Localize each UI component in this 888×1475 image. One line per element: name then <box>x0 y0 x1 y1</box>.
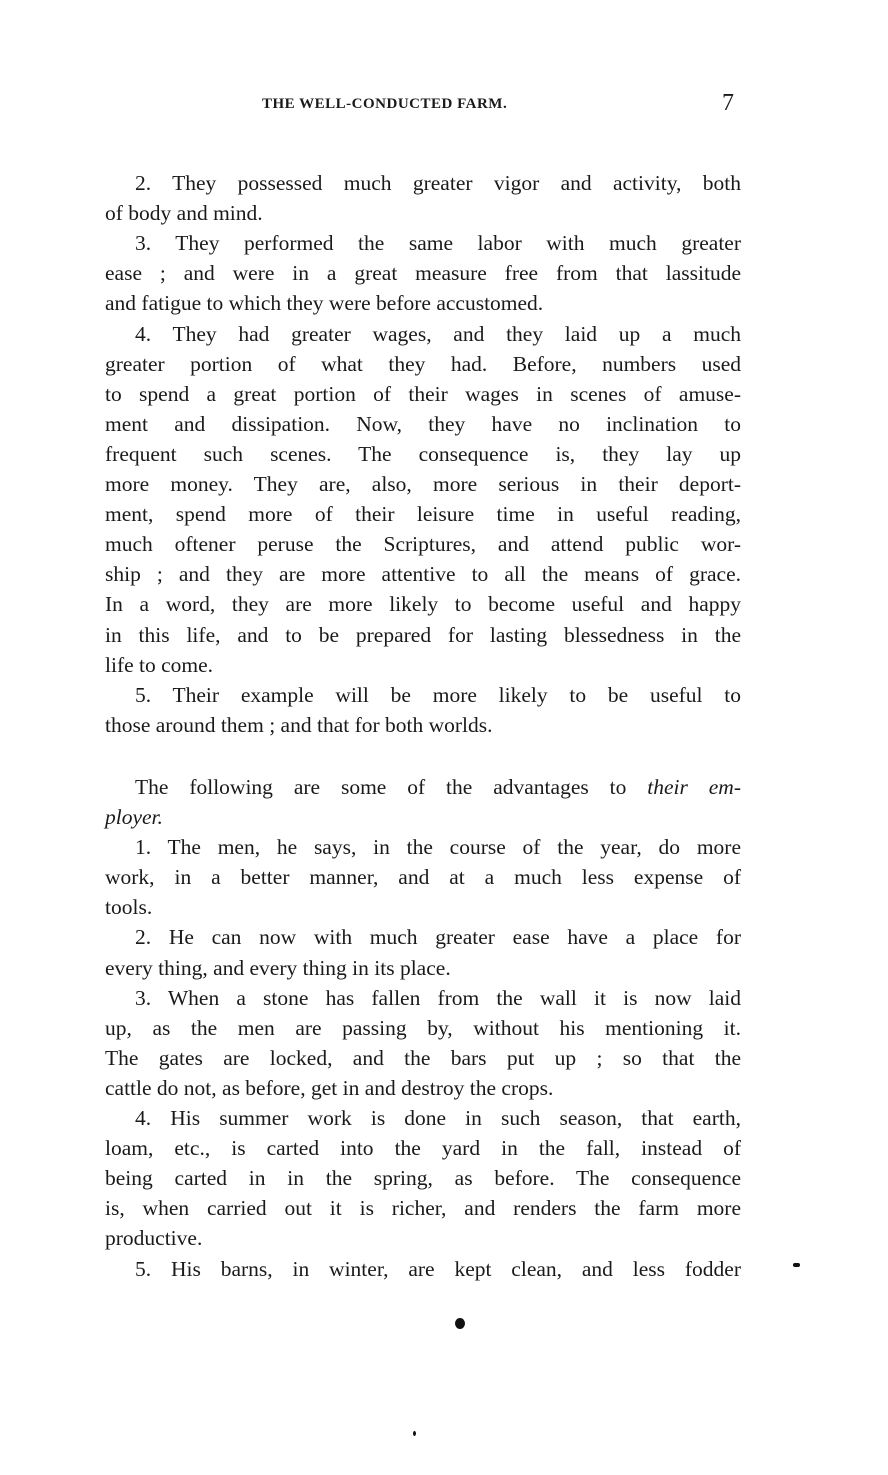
italic-text: ployer. <box>105 805 163 829</box>
text-line <box>135 680 741 710</box>
ink-dot <box>455 1318 465 1329</box>
text-line <box>105 288 741 318</box>
text-segment: in this life, and to be prepared for lasting blessedness in the <box>105 622 741 647</box>
text-segment: 3. When a stone has fallen from the wall it is now laid <box>135 985 741 1010</box>
text-segment: The following are some of the advantages to <box>135 774 648 799</box>
text-line <box>105 1073 741 1103</box>
text-line <box>135 228 741 258</box>
ink-speck <box>413 1431 416 1436</box>
text-line <box>105 198 741 228</box>
text-segment: more money. They are, also, more serious in their deport- <box>105 472 741 496</box>
text-line <box>135 983 741 1013</box>
text-segment: 4. They had greater wages, and they laid up a much <box>135 321 741 346</box>
text-line <box>105 1133 741 1163</box>
text-line <box>105 469 741 499</box>
italic-text: their em- <box>647 774 741 799</box>
text-segment: 5. His barns, in winter, are kept clean, and less fodder <box>135 1256 741 1281</box>
text-segment: ment, spend more of their leisure time in useful reading, <box>105 502 741 527</box>
text-segment: much oftener peruse the Scriptures, and attend public wor- <box>105 532 741 557</box>
text-segment: The gates are locked, and the bars put up ; so that the <box>105 1045 741 1070</box>
text-segment: those around them ; and that for both worlds. <box>105 712 493 737</box>
text-segment: up, as the men are passing by, without his mentioning it. <box>105 1015 741 1040</box>
text-segment: life to come. <box>105 652 214 677</box>
text-line <box>105 892 741 922</box>
text-segment: work, in a better manner, and at a much less expense of <box>105 865 741 890</box>
text-segment: and fatigue to which they were before accustomed. <box>105 291 544 316</box>
text-line <box>135 1103 741 1133</box>
text-segment: 2. They possessed much greater vigor and activity, both <box>135 171 741 195</box>
text-line <box>105 802 741 832</box>
text-segment: 3. They performed the same labor with much greater <box>135 231 741 256</box>
text-segment: 5. Their example will be more likely to be useful to <box>135 682 741 707</box>
text-segment: to spend a great portion of their wages in scenes of amuse- <box>105 381 741 406</box>
text-segment: ship ; and they are more attentive to all the means of grace. <box>105 562 741 587</box>
text-line <box>105 258 741 288</box>
text-line <box>135 168 741 198</box>
text-line <box>105 1163 741 1193</box>
text-line <box>105 379 741 409</box>
text-segment: frequent such scenes. The consequence is, they lay up <box>105 441 741 466</box>
text-line <box>135 319 741 349</box>
text-segment: 4. His summer work is done in such season, that earth, <box>135 1106 741 1130</box>
text-segment: cattle do not, as before, get in and destroy the crops. <box>105 1075 554 1100</box>
text-segment: tools. <box>105 895 153 920</box>
text-segment: every thing, and every thing in its place. <box>105 955 451 980</box>
page-number: 7 <box>722 90 735 116</box>
text-line <box>105 862 741 892</box>
running-head: THE WELL-CONDUCTED FARM. <box>262 96 508 112</box>
text-segment: of body and mind. <box>105 201 263 226</box>
ink-speck <box>793 1263 800 1267</box>
text-line <box>135 1254 741 1284</box>
text-line <box>105 589 741 619</box>
text-segment: 1. The men, he says, in the course of the year, do more <box>135 835 741 860</box>
text-line <box>105 349 741 379</box>
text-line <box>105 439 741 469</box>
text-line <box>105 650 741 680</box>
text-line <box>105 1223 741 1253</box>
text-line <box>105 529 741 559</box>
text-segment: loam, etc., is carted into the yard in the fall, instead of <box>105 1136 741 1161</box>
text-line <box>105 1193 741 1223</box>
text-segment: ment and dissipation. Now, they have no inclination to <box>105 411 741 436</box>
text-line <box>105 710 741 740</box>
text-segment: greater portion of what they had. Before, numbers used <box>105 351 741 376</box>
text-line <box>135 772 741 802</box>
text-line <box>135 832 741 862</box>
text-line <box>105 559 741 589</box>
text-line <box>105 620 741 650</box>
text-line <box>135 922 741 952</box>
text-line <box>105 1013 741 1043</box>
text-segment: 2. He can now with much greater ease have a place for <box>135 925 741 950</box>
text-line <box>105 1043 741 1073</box>
text-segment: ease ; and were in a great measure free from that lassitude <box>105 261 741 286</box>
text-segment: being carted in in the spring, as before. The consequence <box>105 1166 741 1191</box>
text-segment: is, when carried out it is richer, and renders the farm more <box>105 1196 741 1221</box>
text-segment: productive. <box>105 1226 203 1251</box>
text-line <box>105 953 741 983</box>
text-line <box>105 499 741 529</box>
text-line <box>105 409 741 439</box>
text-segment: In a word, they are more likely to become useful and happy <box>105 592 741 617</box>
